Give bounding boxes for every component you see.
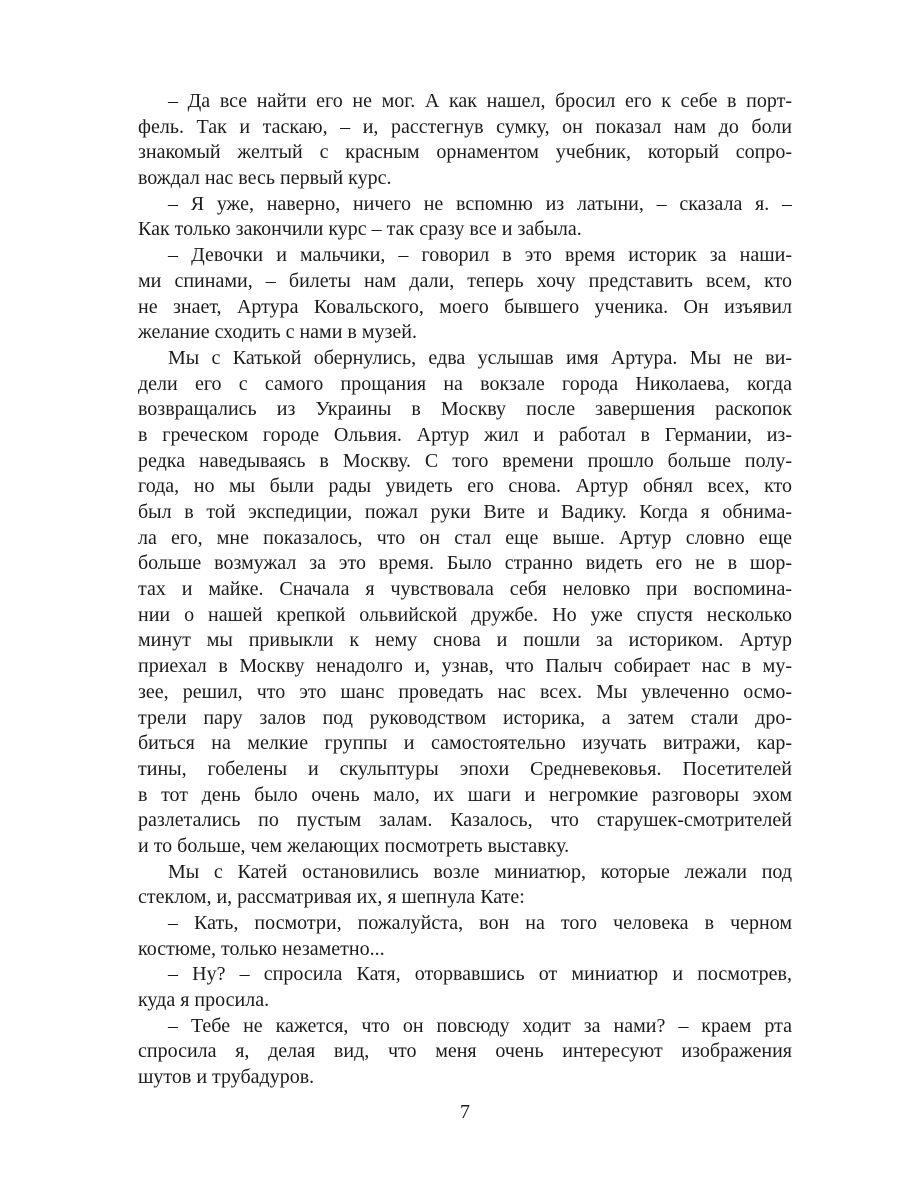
text-line: трели пару залов под руководством историка, а затем стали дро- [138, 706, 792, 729]
text-line: Мы с Катькой обернулись, едва услышав имя Артура. Мы не ви- [168, 346, 792, 369]
paragraph [138, 1014, 792, 1091]
text-line: тах и майке. Сначала я чувствовала себя неловко при воспомина- [138, 578, 792, 601]
text-line: приехал в Москву ненадолго и, узнав, что Палыч собирает нас в му- [138, 655, 792, 678]
text-line: – Да все найти его не мог. А как нашел, бросил его к себе в порт- [168, 90, 792, 112]
text-line: был в той экспедиции, пожал руки Вите и Вадику. Когда я обнима- [138, 501, 792, 523]
text-line: ла его, мне показалось, что он стал еще выше. Артур словно еще [138, 526, 792, 549]
text-line: и то больше, чем желающих посмотреть выставку. [138, 834, 570, 857]
text-line: – Ну? – спросила Катя, оторвавшись от миниатюр и посмотрев, [168, 963, 792, 986]
text-line: года, но мы были рады увидеть его снова. Артур обнял всех, кто [138, 475, 792, 498]
text-line: – Кать, посмотри, пожалуйста, вон на того человека в черном [168, 912, 792, 934]
paragraph [138, 860, 792, 911]
paragraph [138, 346, 792, 860]
paragraph [138, 962, 792, 1013]
paragraph [138, 911, 792, 962]
text-line: не знает, Артура Ковальского, моего бывшего ученика. Он изъявил [138, 295, 792, 318]
text-line: стеклом, и, рассматривая их, я шепнула Кате: [138, 886, 525, 909]
text-line: в тот день было очень мало, их шаги и негромкие разговоры эхом [138, 783, 792, 806]
text-line: в греческом городе Ольвия. Артур жил и работал в Германии, из- [138, 423, 792, 446]
text-line: разлетались по пустым залам. Казалось, что старушек-смотрителей [138, 809, 792, 832]
page-number: 7 [460, 1100, 470, 1123]
text-line: дели его с самого прощания на вокзале города Николаева, когда [138, 372, 792, 395]
text-line: вождал нас весь первый курс. [138, 167, 392, 190]
text-line: – Тебе не кажется, что он повсюду ходит за нами? – краем рта [168, 1014, 792, 1037]
text-line: фель. Так и таскаю, – и, расстегнув сумку, он показал нам до боли [138, 115, 792, 138]
text-line: минут мы привыкли к нему снова и пошли за историком. Артур [138, 629, 792, 652]
text-line: редка наведываясь в Москву. С того времени прошло больше полу- [138, 449, 792, 472]
text-line: больше возмужал за это время. Было странно видеть его не в шор- [138, 552, 792, 575]
text-line: ми спинами, – билеты нам дали, теперь хочу представить всем, кто [138, 269, 792, 292]
paragraph [138, 192, 792, 243]
text-line: куда я просила. [138, 989, 270, 1012]
text-block [138, 89, 792, 1091]
text-line: костюме, только незаметно... [138, 937, 385, 960]
text-line: знакомый желтый с красным орнаментом учебник, который сопро- [138, 141, 792, 164]
text-line: Как только закончили курс – так сразу все и забыла. [138, 218, 582, 241]
paragraph [138, 89, 792, 192]
text-line: желание сходить с нами в музей. [138, 321, 417, 344]
text-line: биться на мелкие группы и самостоятельно изучать витражи, кар- [138, 732, 792, 755]
text-line: Мы с Катей остановились возле миниатюр, которые лежали под [168, 860, 792, 883]
text-line: возвращались из Украины в Москву после завершения раскопок [138, 398, 792, 421]
paragraph [138, 243, 792, 346]
text-line: нии о нашей крепкой ольвийской дружбе. Но уже спустя несколько [138, 603, 792, 626]
text-line: спросила я, делая вид, что меня очень интересуют изображения [138, 1040, 792, 1063]
text-line: – Я уже, наверно, ничего не вспомню из латыни, – сказала я. – [168, 192, 792, 215]
text-line: зее, решил, что это шанс проведать нас всех. Мы увлеченно осмо- [138, 680, 792, 703]
text-line: – Девочки и мальчики, – говорил в это время историк за наши- [168, 244, 792, 267]
text-line: тины, гобелены и скульптуры эпохи Средневековья. Посетителей [138, 757, 792, 780]
text-line: шутов и трубадуров. [138, 1066, 315, 1089]
